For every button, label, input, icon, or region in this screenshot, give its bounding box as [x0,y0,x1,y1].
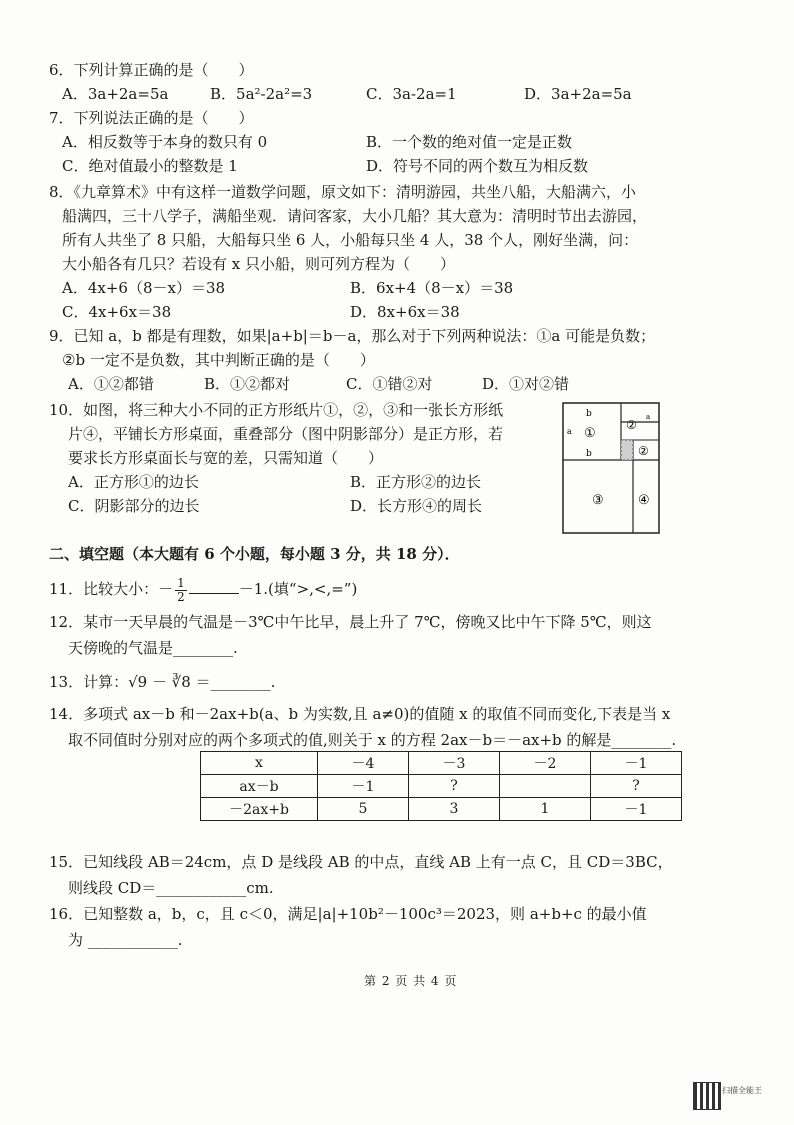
q14-line-2: 取不同值时分别对应的两个多项式的值,则关于 x 的方程 2ax－b＝－ax+b 的解是________. [68,731,677,749]
q6-option-c: C．3a-2a=1 [366,85,457,103]
q10-option-a: A．正方形①的边长 [68,473,199,491]
q9-option-a: A．①②都错 [68,375,154,393]
q11-suffix: －1.(填“>,<,=”) [238,580,358,598]
q11-fraction-num: 1 [177,575,185,590]
table-cell: ? [409,775,500,798]
table-cell: －4 [318,752,409,775]
q9-option-c: C．①错②对 [346,375,433,393]
q9-option-b: B．①②都对 [204,375,291,393]
table-cell: －2ax+b [201,798,318,821]
q7-option-c: C．绝对值最小的整数是 1 [62,157,238,175]
table-row [201,798,682,821]
table-cell: －1 [318,775,409,798]
q6-stem: 6．下列计算正确的是（ ） [49,61,254,79]
q8-line-1: 8．《九章算术》中有这样一道数学问题，原文如下：清明游园，共坐八船，大船满六，小 [49,183,637,201]
page-number: 第 2 页 共 4 页 [364,974,458,988]
fig-label-square1: ① [584,426,596,441]
qr-code-icon [693,1082,721,1110]
q12-line-2: 天傍晚的气温是________. [68,639,238,657]
fig-label-square2: ② [638,444,649,458]
q8-line-2: 船满四，三十八学子，满船坐观．请问客家，大小几船？其大意为：清明时节出去游园， [62,207,648,225]
q6-option-d: D．3a+2a=5a [524,85,632,103]
q8-line-3: 所有人共坐了 8 只船，大船每只坐 6 人，小船每只坐 4 人，38 个人，刚好坐满，问： [62,231,639,249]
q9-option-d: D．①对②错 [482,375,570,393]
fig-label-rect4: ④ [638,493,650,508]
table-cell: 3 [409,798,500,821]
table-cell: －1 [591,752,682,775]
table-cell [500,775,591,798]
table-cell: －3 [409,752,500,775]
section-2-title: 二、填空题（本大题有 6 个小题，每小题 3 分，共 18 分）． [49,545,460,563]
q7-option-b: B．一个数的绝对值一定是正数 [366,133,573,151]
q15-line-2: 则线段 CD＝____________cm. [68,879,274,897]
fig-label-b1: b [586,409,592,419]
q8-option-a: A．4x+6（8－x）＝38 [62,279,226,297]
q16-line-1: 16．已知整数 a，b，c，且 c＜0，满足|a|+10b²－100c³＝2023，则 a+b+c 的最小值 [49,905,647,923]
fig-label-square3: ③ [592,493,604,508]
q11-fraction [175,577,187,604]
q10-option-c: C．阴影部分的边长 [68,497,200,515]
fig-label-a2: a [646,413,651,421]
q14-value-table [200,751,682,821]
table-cell: x [201,752,318,775]
q8-option-c: C．4x+6x＝38 [62,303,172,321]
table-cell: －1 [591,798,682,821]
q9-line-2: ②b 一定不是负数，其中判断正确的是（ ） [62,351,375,369]
q11-prefix: 11．比较大小：－ [49,580,174,598]
table-cell: －2 [500,752,591,775]
table-cell: ax－b [201,775,318,798]
q6-option-b: B．5a²-2a²=3 [210,85,313,103]
q13: 13．计算：√9 － ∛8 ＝________. [49,673,276,691]
q11-fraction-den: 2 [177,589,185,604]
q8-option-b: B．6x+4（8－x）＝38 [350,279,514,297]
q14-line-1: 14．多项式 ax－b 和－2ax+b(a、b 为实数,且 a≠0)的值随 x 的取值不同而变化,下表是当 x [49,705,671,723]
q12-line-1: 12．某市一天早晨的气温是－3℃中午比早，晨上升了 7℃，傍晚又比中午下降 5℃，则这 [49,613,652,631]
q9-line-1: 9．已知 a，b 都是有理数，如果|a+b|＝b－a，那么对于下列两种说法：①a 可能是负数； [49,327,656,345]
q8-line-4: 大小船各有几只？若设有 x 只小船，则可列方程为（ ） [62,255,455,273]
fig-label-a1: a [567,427,572,436]
q7-option-d: D．符号不同的两个数互为相反数 [366,157,589,175]
q7-stem: 7．下列说法正确的是（ ） [49,109,254,127]
q10-line-2: 片④，平铺长方形桌面，重叠部分（图中阴影部分）是正方形，若 [68,425,504,443]
scanner-watermark: 扫描全能王 [722,1086,762,1095]
table-cell: 1 [500,798,591,821]
fig-label-square2-top: ② [626,418,637,432]
q15-line-1: 15．已知线段 AB＝24cm，点 D 是线段 AB 的中点，直线 AB 上有一点 C，且 CD＝3BC， [49,853,673,871]
fig-label-b2: b [586,449,592,459]
q7-option-a: A．相反数等于本身的数只有 0 [62,133,268,151]
q10-line-3: 要求长方形桌面长与宽的差，只需知道（ ） [68,449,384,467]
table-cell: ? [591,775,682,798]
q8-option-d: D．8x+6x＝38 [350,303,460,321]
table-row [201,752,682,775]
q11 [49,574,357,604]
q16-line-2: 为 ____________. [68,931,183,949]
q11-answer-blank[interactable] [189,579,239,594]
q10-option-d: D．长方形④的周长 [350,497,483,515]
q10-line-1: 10．如图，将三种大小不同的正方形纸片①，②，③和一张长方形纸 [49,401,504,419]
q10-figure [562,402,660,534]
q10-option-b: B．正方形②的边长 [350,473,482,491]
table-cell: 5 [318,798,409,821]
q6-option-a: A．3a+2a=5a [62,85,169,103]
table-row [201,775,682,798]
